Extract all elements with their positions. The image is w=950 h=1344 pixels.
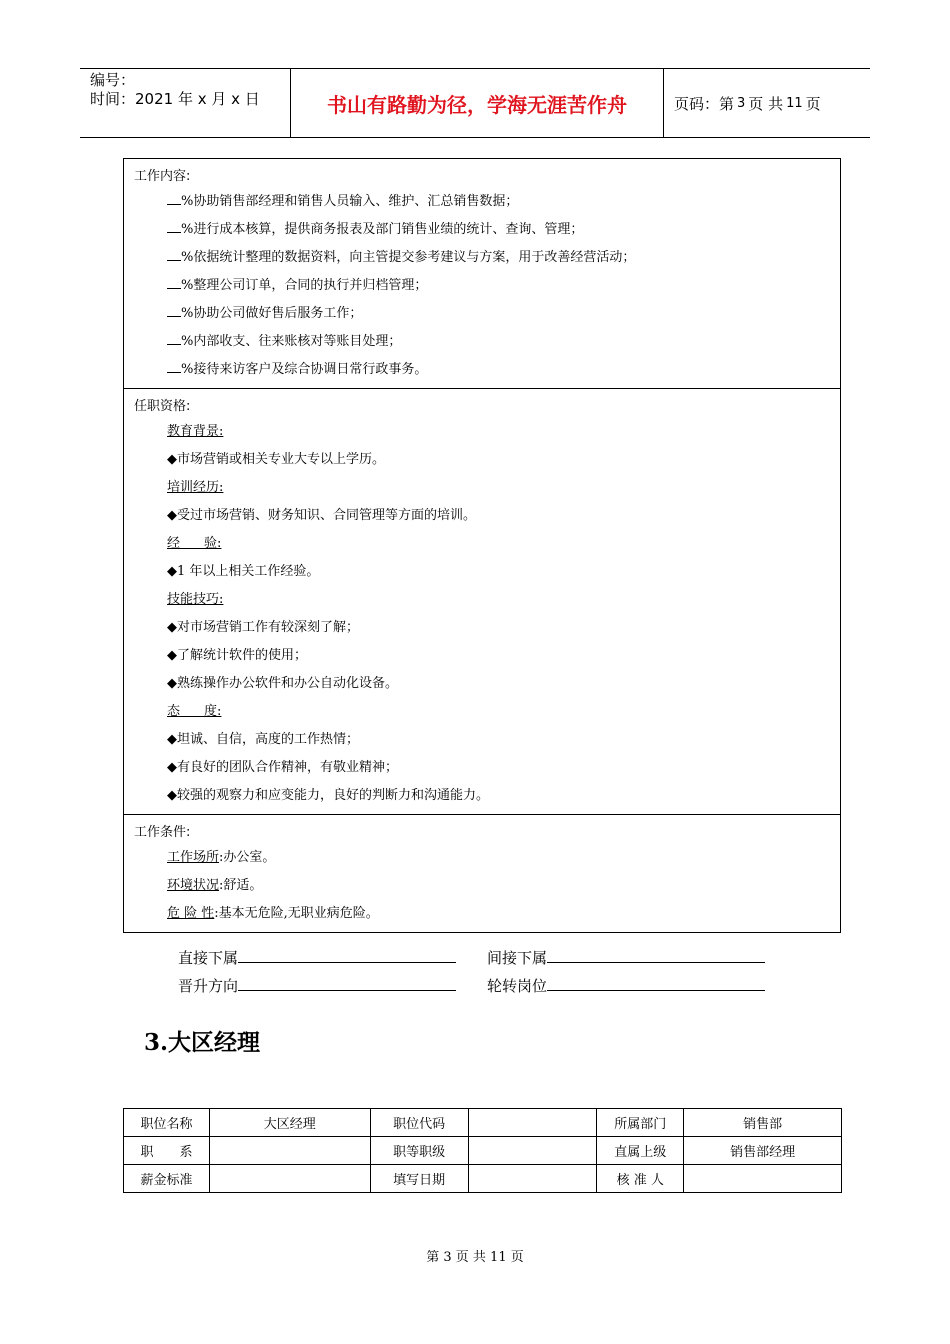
skills-item: ◆熟练操作办公软件和办公自动化设备。 (167, 676, 398, 691)
work-item: %协助公司做好售后服务工作； (134, 300, 840, 328)
direct-subordinate-label: 直接下属 (178, 949, 239, 967)
job-description-box (123, 158, 841, 933)
indirect-subordinate-blank (547, 946, 765, 963)
attitude-item: ◆较强的观察力和应变能力，良好的判断力和沟通能力。 (167, 788, 489, 803)
header-motto: 书山有路勤为径，学海无涯苦作舟 (291, 69, 664, 137)
training-item: ◆受过市场营销、财务知识、合同管理等方面的培训。 (167, 508, 476, 523)
indirect-subordinate-row (487, 946, 765, 968)
direct-subordinate-row (178, 946, 456, 968)
table-cell (209, 1165, 370, 1193)
work-content-title: 工作内容: (134, 169, 191, 184)
table-cell (468, 1109, 597, 1137)
table-cell: 职等职级 (370, 1137, 468, 1165)
work-item: %依据统计整理的数据资料，向主管提交参考建议与方案，用于改善经营活动； (134, 244, 840, 272)
table-cell: 薪金标准 (124, 1165, 210, 1193)
environment: 环境状况:舒适。 (167, 878, 263, 893)
table-cell: 所属部门 (597, 1109, 684, 1137)
experience-item: ◆1 年以上相关工作经验。 (167, 564, 320, 579)
table-cell: 核 准 人 (597, 1165, 684, 1193)
percent-blank (167, 190, 181, 205)
work-content-section (124, 159, 840, 389)
work-item: %协助销售部经理和销售人员输入、维护、汇总销售数据； (134, 188, 840, 216)
conditions-section (124, 815, 840, 932)
promotion-label: 晋升方向 (178, 977, 239, 995)
qualifications-section (124, 389, 840, 815)
rotation-label: 轮转岗位 (487, 977, 548, 995)
education-label: 教育背景: (167, 424, 224, 439)
percent-blank (167, 218, 181, 233)
position-info-table (123, 1108, 842, 1193)
table-cell: 职位代码 (370, 1109, 468, 1137)
skills-label: 技能技巧: (167, 592, 224, 607)
percent-blank (167, 302, 181, 317)
skills-item: ◆了解统计软件的使用； (167, 648, 307, 663)
direct-subordinate-blank (238, 946, 456, 963)
header-page-number (664, 69, 870, 137)
page-mid: 页 共 (748, 94, 784, 113)
table-cell: 职 系 (124, 1137, 210, 1165)
rotation-row (487, 974, 765, 996)
work-item: %内部收支、往来账核对等账目处理； (134, 328, 840, 356)
page-footer: 第 3 页 共 11 页 (426, 1250, 524, 1265)
work-item: %进行成本核算，提供商务报表及部门销售业绩的统计、查询、管理； (134, 216, 840, 244)
table-row (124, 1137, 842, 1165)
doc-code-label: 编号： (90, 71, 136, 89)
page-prefix: 页码：第 (674, 94, 735, 113)
conditions-title: 工作条件: (134, 825, 191, 840)
table-cell: 销售部经理 (684, 1137, 842, 1165)
table-row (124, 1165, 842, 1193)
table-cell (209, 1137, 370, 1165)
table-cell: 职位名称 (124, 1109, 210, 1137)
attitude-item: ◆坦诚、自信，高度的工作热情； (167, 732, 359, 747)
education-item: ◆市场营销或相关专业大专以上学历。 (167, 452, 385, 467)
table-cell: 销售部 (684, 1109, 842, 1137)
page-header (80, 68, 870, 138)
qualifications-title: 任职资格: (134, 399, 191, 414)
table-cell: 大区经理 (209, 1109, 370, 1137)
page-total: 11 (786, 95, 803, 111)
rotation-blank (547, 974, 765, 991)
percent-blank (167, 330, 181, 345)
header-meta (80, 69, 291, 137)
work-item: %整理公司订单，合同的执行并归档管理； (134, 272, 840, 300)
doc-time-label: 时间：2021 年 x 月 x 日 (90, 90, 260, 108)
indirect-subordinate-label: 间接下属 (487, 949, 548, 967)
training-label: 培训经历: (167, 480, 224, 495)
attitude-label: 态度: (167, 704, 222, 719)
section-heading: 3.大区经理 (144, 1029, 261, 1056)
attitude-item: ◆有良好的团队合作精神，有敬业精神； (167, 760, 398, 775)
promotion-blank (238, 974, 456, 991)
percent-blank (167, 274, 181, 289)
risk: 危 险 性:基本无危险,无职业病危险。 (167, 906, 379, 921)
work-item: %接待来访客户及综合协调日常行政事务。 (134, 356, 840, 384)
table-cell: 填写日期 (370, 1165, 468, 1193)
page-current: 3 (737, 95, 746, 111)
percent-blank (167, 246, 181, 261)
table-cell (468, 1137, 597, 1165)
skills-item: ◆对市场营销工作有较深刻了解； (167, 620, 359, 635)
experience-label: 经验: (167, 536, 222, 551)
table-row (124, 1109, 842, 1137)
page-suffix: 页 (805, 94, 821, 113)
promotion-row (178, 974, 456, 996)
table-cell (684, 1165, 842, 1193)
table-cell (468, 1165, 597, 1193)
percent-blank (167, 358, 181, 373)
table-cell: 直属上级 (597, 1137, 684, 1165)
work-place: 工作场所:办公室。 (167, 850, 276, 865)
